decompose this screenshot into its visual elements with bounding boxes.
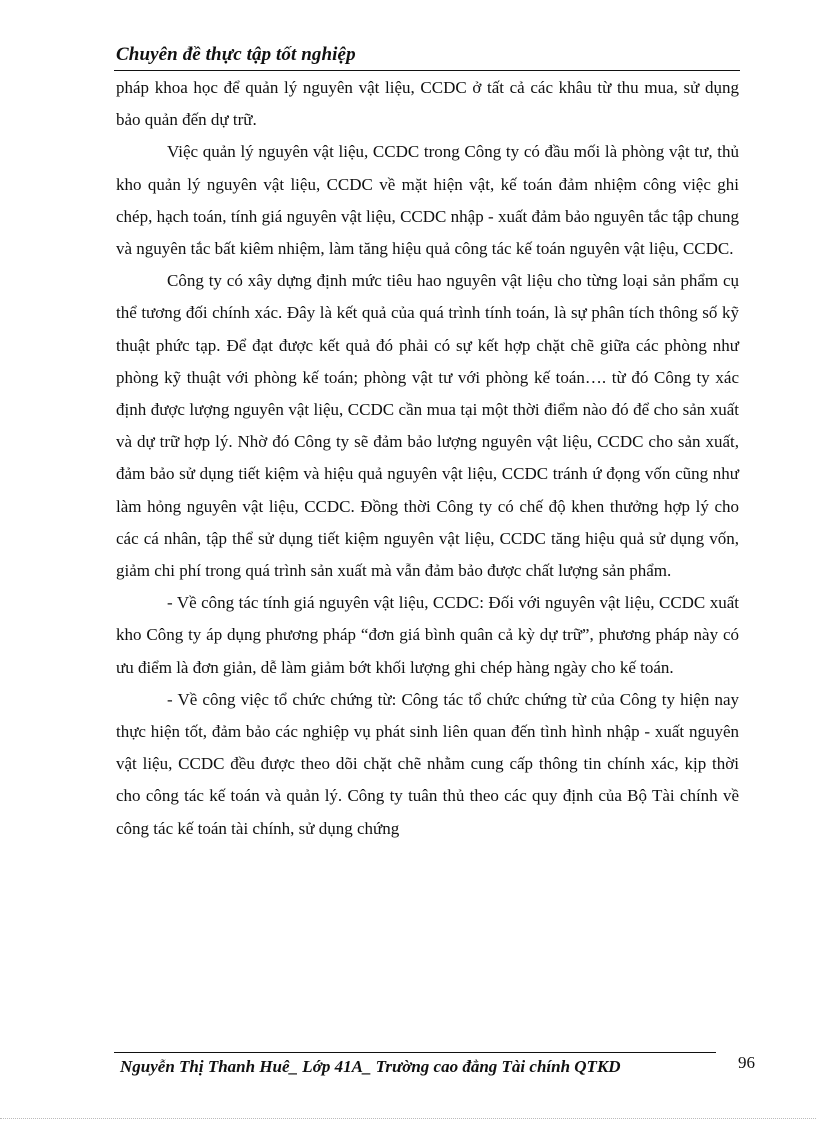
page-number: 96 <box>738 1053 755 1072</box>
footer-divider <box>114 1052 716 1053</box>
footer-author-line: Nguyễn Thị Thanh Huê_ Lớp 41A_ Trường cao đẳng Tài chính QTKD <box>120 1057 621 1076</box>
paragraph-continuation: pháp khoa học để quản lý nguyên vật liệu, CCDC ở tất cả các khâu từ thu mua, sử dụng bảo quản đến dự trữ. <box>116 78 739 130</box>
page-header-title: Chuyên đề thực tập tốt nghiệp <box>116 44 356 65</box>
paragraph-consumption-norms: Công ty có xây dựng định mức tiêu hao nguyên vật liệu cho từng loại sản phẩm cụ thể tương đối chính xác. Đây là kết quả của quá trình tính toán, là sự phân tích thông số kỹ thuật phức tạp. Để đạt được kết quả đó phải có sự kết hợp chặt chẽ giữa các phòng như phòng kỹ thuật với phòng kế toán; phòng vật tư với phòng kế toán…. từ đó Công ty xác định được lượng nguyên vật liệu, CCDC cần mua tại một thời điểm nào đó để cho sản xuất và dự trữ hợp lý. Nhờ đó Công ty sẽ đảm bảo lượng nguyên vật liệu, CCDC cho sản xuất, đảm bảo sử dụng tiết kiệm và hiệu quả nguyên vật liệu, CCDC tránh ứ đọng vốn cũng như làm hỏng nguyên vật liệu, CCDC. Đồng thời Công ty có chế độ khen thưởng hợp lý cho các cá nhân, tập thể sử dụng tiết kiệm nguyên vật liệu, CCDC tăng hiệu quả sử dụng vốn, giảm chi phí trong quá trình sản xuất mà vẫn đảm bảo được chất lượng sản phẩm. <box>116 271 739 581</box>
header-divider <box>114 70 740 71</box>
body-text <box>116 72 739 845</box>
paragraph-pricing-method: - Về công tác tính giá nguyên vật liệu, CCDC: Đối với nguyên vật liệu, CCDC xuất kho Công ty áp dụng phương pháp “đơn giá bình quân cả kỳ dự trữ”, phương pháp này có ưu điểm là đơn giản, dễ làm giảm bớt khối lượng ghi chép hàng ngày cho kế toán. <box>116 593 739 677</box>
paragraph-material-management: Việc quản lý nguyên vật liệu, CCDC trong Công ty có đầu mối là phòng vật tư, thủ kho quản lý nguyên vật liệu, CCDC về mặt hiện vật, kế toán đảm nhiệm công việc ghi chép, hạch toán, tính giá nguyên vật liệu, CCDC nhập - xuất đảm bảo nguyên tắc tập chung và nguyên tắc bất kiêm nhiệm, làm tăng hiệu quả công tác kế toán nguyên vật liệu, CCDC. <box>116 142 739 259</box>
page-bottom-dotted-line <box>0 1118 816 1119</box>
paragraph-voucher-organization: - Về công việc tổ chức chứng từ: Công tác tổ chức chứng từ của Công ty hiện nay thực hiện tốt, đảm bảo các nghiệp vụ phát sinh liên quan đến tình hình nhập - xuất nguyên vật liệu, CCDC đều được theo dõi chặt chẽ nhằm cung cấp thông tin chính xác, kịp thời cho công tác kế toán và quản lý. Công ty tuân thủ theo các quy định của Bộ Tài chính về công tác kế toán tài chính, sử dụng chứng <box>116 689 739 838</box>
